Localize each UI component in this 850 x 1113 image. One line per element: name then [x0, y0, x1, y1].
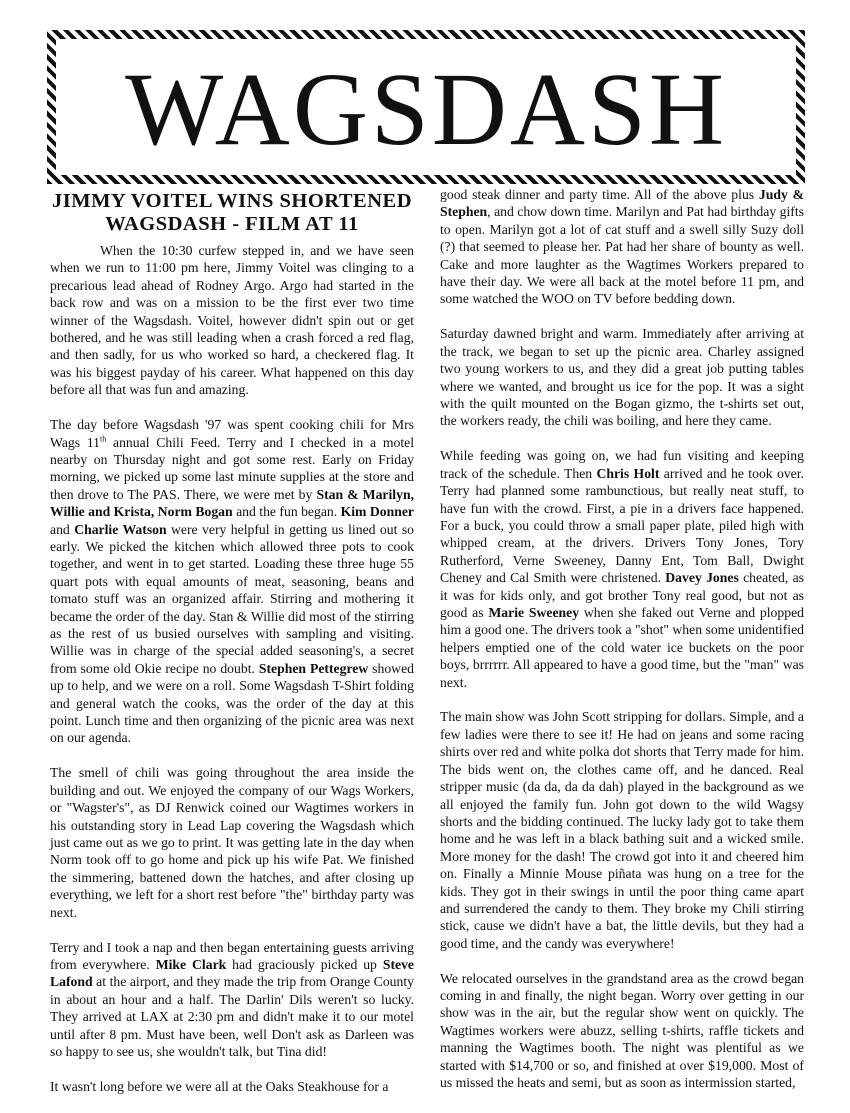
bold-names: Charlie Watson — [74, 521, 167, 537]
bold-names: Stephen Pettegrew — [258, 660, 369, 676]
bold-names: Judy & Stephen — [440, 187, 804, 220]
left-column — [50, 190, 414, 1113]
paragraph — [50, 939, 414, 1061]
text-run: when she faked out Verne and plopped him a good one. The drivers took a "shot" when some unidentified helpers emptied one of the cold water ice buckets on the poor boys, brrrrrr. All appeared to have a good time, but the "man" was next. — [440, 604, 805, 690]
text-run: showed up to help, and we were on a roll. Some Wagsdash T-Shirt folding and general watch the cooks, was the order of the day at this point. Lunch time and then organizing of the picnic area was next on our agenda. — [50, 660, 414, 746]
paragraph — [50, 416, 414, 747]
article-headline: JIMMY VOITEL WINS SHORTENED WAGSDASH - FILM AT 11 — [52, 190, 412, 235]
text-run: and — [50, 521, 75, 537]
text-run: annual Chili Feed. Terry and I checked in a motel nearby on Thursday night and got some rest. Early on Friday morning, we picked up some last minute supplies at the store and then drove to The PAS. There, we were met by — [50, 434, 414, 502]
bold-names: Steve Lafond — [50, 956, 414, 990]
bold-names: Mike Clark — [155, 956, 227, 972]
text-run: arrived and he took over. Terry had planned some rambunctious, but really neat stuff, to have fun with the crowd. First, a pie in a drivers face happened. For a buck, you could throw a small paper plate, piled high with whipped cream, at the drivers. Drivers Tony Jones, Tory Rutherford, Verne Sweeney, Danny Ent, Tom Ball, Dwight Cheney and Cal Smith were christened. — [440, 465, 804, 586]
right-column — [440, 186, 804, 1109]
masthead-title: WAGSDASH — [125, 52, 727, 167]
paragraph: It wasn't long before we were all at the Oaks Steakhouse for a — [50, 1078, 389, 1094]
text-run: The day before Wagsdash '97 was spent cooking chili for Mrs Wags 11 — [50, 417, 414, 450]
bold-names: Davey Jones — [665, 570, 739, 586]
text-run: , and chow down time. Marilyn and Pat had birthday gifts to open. Marilyn got a lot of cat stuff and a swell silly Suzy doll (?) that seemed to please her. Pat had her share of bounty as well. Cake and more laughter as the Wagtimes Workers prepared to have their day. We were all back at the motel before 11 pm, and some watched the WOO on TV before bedding down. — [440, 204, 804, 307]
text-run: and the fun began. — [232, 504, 341, 520]
bold-names: Stan & Marilyn, Willie and Krista, Norm Bogan — [50, 486, 414, 520]
text-run: were very helpful in getting us lined out so early. We picked the kitchen which allowed three pots to cook together, and went in to get started. Loading these three huge 55 quart pots with equal amounts of meat, seasoning, beans and tomato stuff was an organized affair. Stirring and mothering it became the order of the day. Stan & Willie did most of the stirring as the rest of us busied ourselves with sampling and visiting. Willie was in charge of the special added seasoning's, a secret from some old Okie recipe no doubt. — [50, 521, 415, 676]
text-run: cheated, as it was for kids only, and got brother Tony real good, but not as good as — [440, 570, 804, 620]
paragraph: The smell of chili was going throughout the area inside the building and out. We enjoyed the company of our Wags Workers, or "Wagster's", as DJ Renwick coined our Wagtimes workers in his outstanding story in Lead Lap covering the Wagsdash which just came out as we go to print. It was getting late in the day when Norm took off to go home and pick up his wife Pat. We finished the simmering, battened down the hatches, and after closing up everything, we left for a short rest before "the" birthday party was next. — [50, 765, 414, 920]
masthead-banner — [47, 30, 805, 184]
paragraph: When the 10:30 curfew stepped in, and we have seen when we run to 11:00 pm here, Jimmy Voitel was clinging to a precarious lead ahead of Rodney Argo. Argo had started in the back row and was on a mission to be the first ever two time winner of the Wagsdash. Voitel, however didn't spin out or get bothered, and he was still leading when a crash forced a red flag, and then sadly, for us who worked so hard, a checkered flag. It was his biggest payday of his career. What happened on this day before all that was fun and amazing. — [50, 243, 414, 398]
text-run: Terry and I took a nap and then began entertaining guests arriving from everywhere. — [50, 939, 414, 972]
paragraph: We relocated ourselves in the grandstand area as the crowd began coming in and finally, the night began. Worry over getting in our show was in the air, but the regular show went on quickly. The Wagtimes workers were abuzz, selling t-shirts, raffle tickets and manning the Wagtimes booth. The night was plentiful as we started with $14,700 or so, and finished at over $19,000. Most of us missed the heats and semi, but as soon as intermission started, — [440, 970, 804, 1091]
paragraph — [440, 447, 804, 691]
text-run: had graciously picked up — [226, 956, 383, 972]
bold-names: Kim Donner — [340, 504, 414, 520]
bold-names: Chris Holt — [596, 465, 660, 481]
text-run: While feeding was going on, we had fun visiting and keeping track of the schedule. Then — [440, 448, 804, 481]
text-run: at the airport, and they made the trip from Orange County in about an hour and a half. The Darlin' Dils weren't so lucky. They arrived at LAX at 2:30 pm and didn't make it to our motel until after 8 pm. Must have been, well Don't ask as Darleen was so happy to see us, she wouldn't talk, but Tina did! — [50, 974, 414, 1059]
text-run: good steak dinner and party time. All of the above plus — [440, 187, 759, 202]
paragraph: The main show was John Scott stripping for dollars. Simple, and a few ladies were there to see it! He had on jeans and some racing shirts over red and white polka dot shorts that Terry made for him. The bids went on, the clothes came off, and he danced. Real stripper music (da da, da da dah) played in the background as we all enjoyed the family fun. John got down to the wild Wagsy shorts and the bidding continued. The lucky lady got to take them home and he was left in a black bathing suit and a wicked smile. More money for the dash! The crowd got into it and cheered him on. Finally a Minnie Mouse piñata was hung on a tree for the kids. They got in their swings in until the poor thing came apart and surrendered the candy to them. They broke my Chili stirring stick, cause we didn't have a bat, the little devils, but they had a good time, and the candy was everywhere! — [440, 709, 804, 951]
paragraph — [440, 186, 804, 308]
bold-names: Marie Sweeney — [488, 604, 580, 620]
superscript: th — [100, 434, 107, 443]
paragraph: Saturday dawned bright and warm. Immediately after arriving at the track, we began to set up the picnic area. Charley assigned two young workers to us, and they did a great job putting tables where we wanted, and brought us ice for the pop. It was a sight with the quilt mounted on the Bogan gizmo, the t-shirts set out, the workers ready, the chili was boiling, and here they came. — [440, 326, 804, 429]
